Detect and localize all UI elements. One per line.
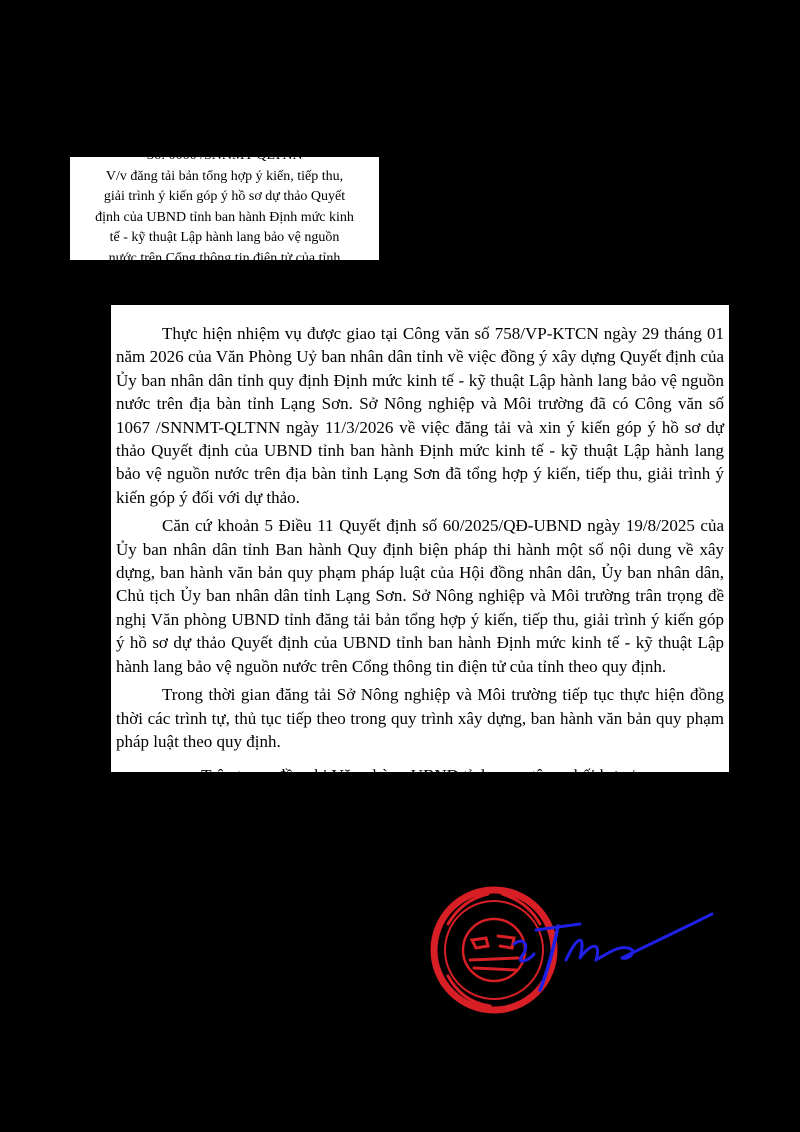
body-cut-line-text: Trân trọng đề nghị Văn phòng UBND tỉnh quan tâm, phối hợp./. xyxy=(201,766,639,785)
body-paragraph: Căn cứ khoản 5 Điều 11 Quyết định số 60/2025/QĐ-UBND ngày 19/8/2025 của Ủy ban nhân dân tỉnh Ban hành Quy định biện pháp thi hành một số nội dung về xây dựng, ban hành văn bản quy phạm pháp luật của Hội đồng nhân dân, Ủy ban nhân dân, Chủ tịch Ủy ban nhân dân tỉnh Lạng Sơn. Sở Nông nghiệp và Môi trường trân trọng đề nghị Văn phòng UBND tỉnh đăng tải bản tổng hợp ý kiến, tiếp thu, giải trình ý kiến góp ý hồ sơ dự thảo Quyết định của UBND tỉnh ban hành Định mức kinh tế - kỹ thuật Lập hành lang bảo vệ nguồn nước trên Cổng thông tin điện tử của tỉnh theo quy định. xyxy=(116,516,724,676)
body-cut-line xyxy=(111,766,729,785)
subject-line: nước trên Cổng thông tin điện tử của tỉnh xyxy=(108,250,341,266)
body-paragraph: Trong thời gian đăng tải Sở Nông nghiệp và Môi trường tiếp tục thực hiện đồng thời các trình tự, thủ tục tiếp theo trong quy trình xây dựng, ban hành văn bản quy phạm pháp luật theo quy định. xyxy=(116,685,724,751)
document-body xyxy=(111,305,729,785)
subject-line: tế - kỹ thuật Lập hành lang bảo vệ nguồn xyxy=(109,230,340,245)
subject-line: giải trình ý kiến góp ý hồ sơ dự thảo Quyết xyxy=(103,189,346,204)
subject-cut-line: Số: 0000 /SNNMT-QLTNN xyxy=(146,148,303,163)
subject-box xyxy=(70,148,379,266)
handwritten-signature xyxy=(510,900,720,995)
subject-line: V/v đăng tải bản tổng hợp ý kiến, tiếp thu, xyxy=(105,168,344,184)
body-paragraph: Thực hiện nhiệm vụ được giao tại Công văn số 758/VP-KTCN ngày 29 tháng 01 năm 2026 của Văn Phòng Uỷ ban nhân dân tỉnh về việc đồng ý xây dựng Quyết định của Ủy ban nhân dân tỉnh quy định Định mức kinh tế - kỹ thuật Lập hành lang bảo vệ nguồn nước trên địa bàn tỉnh Lạng Sơn. Sở Nông nghiệp và Môi trường đã có Công văn số 1067 /SNNMT-QLTNN ngày 11/3/2026 về việc đăng tải và xin ý kiến góp ý hồ sơ dự thảo Quyết định của UBND tỉnh ban hành Định mức kinh tế - kỹ thuật Lập hành lang bảo vệ nguồn nước trên địa bàn tỉnh Lạng Sơn đã tổng hợp ý kiến, tiếp thu, giải trình ý kiến góp ý đối với dự thảo. xyxy=(116,324,724,507)
subject-line: định của UBND tỉnh ban hành Định mức kinh xyxy=(95,209,354,225)
